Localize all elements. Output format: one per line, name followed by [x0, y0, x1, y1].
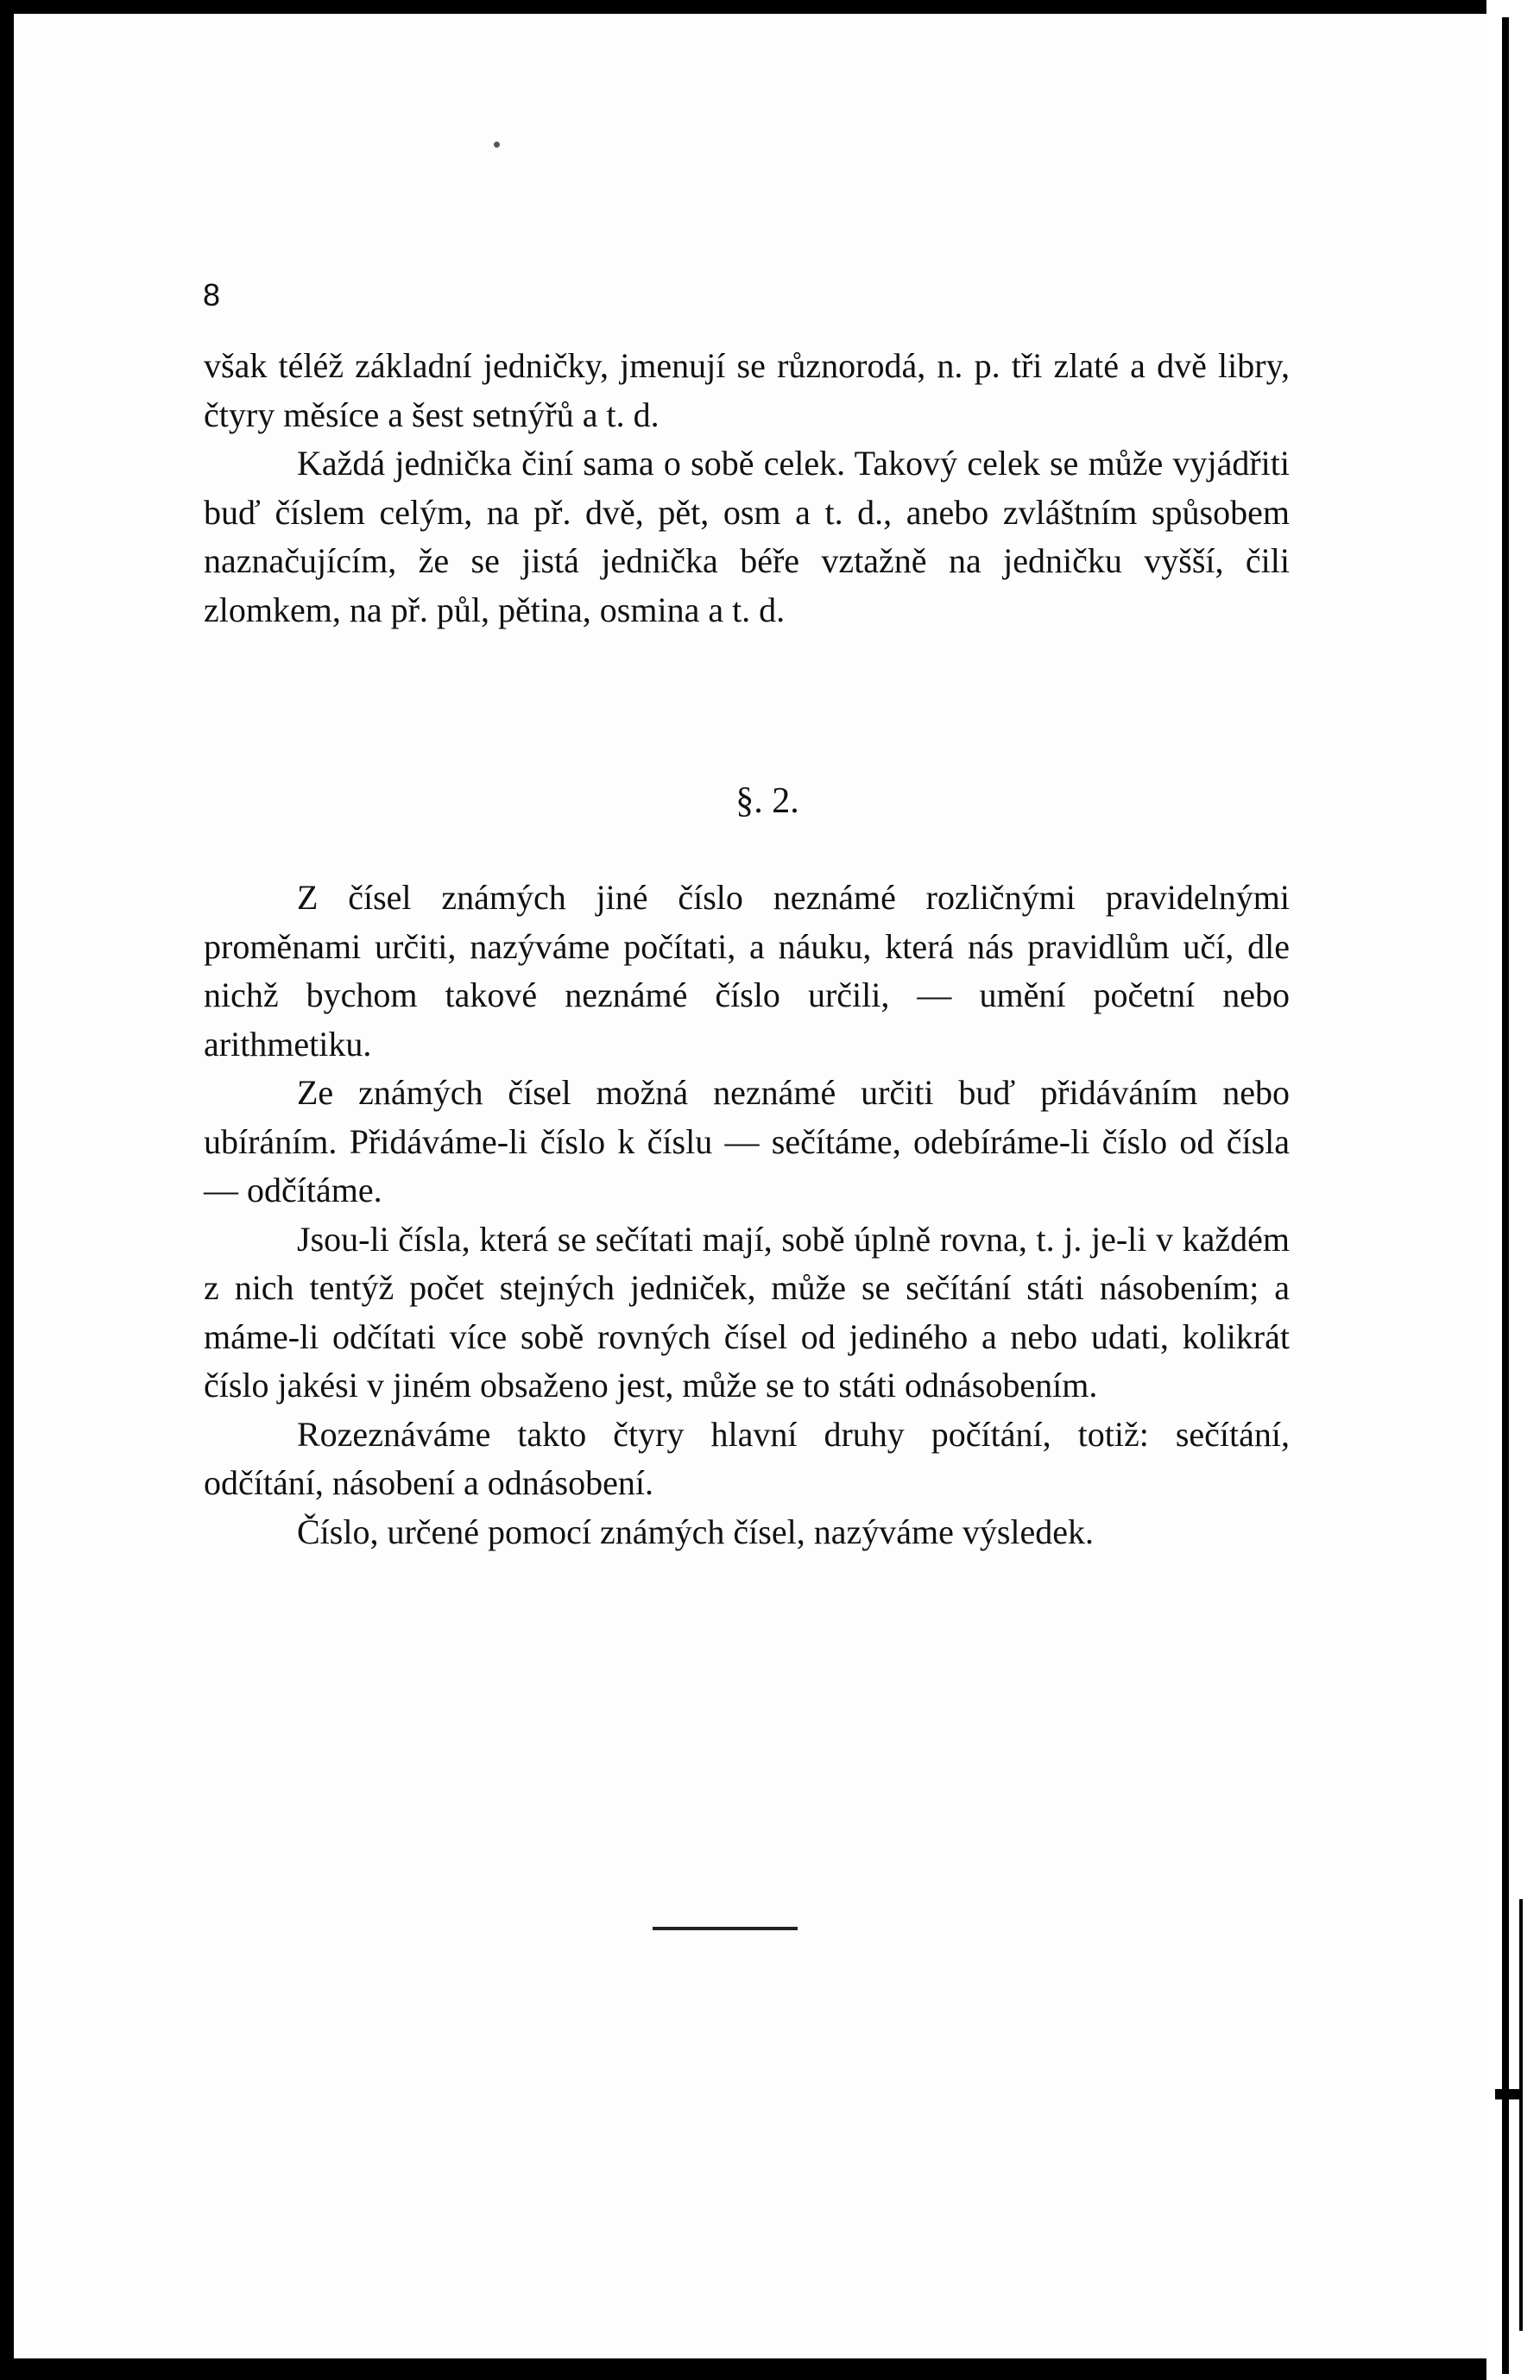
- text-block-section: [204, 874, 1290, 1556]
- scan-edge: [1486, 0, 1540, 2380]
- paragraph: však téléž základní jedničky, jmenují se různorodá, n. p. tři zlaté a dvě libry, čtyry měsíce a šest setnýřů a t. d.: [204, 346, 1290, 434]
- scan-edge-line-thin: [1519, 1899, 1523, 2331]
- paragraph: Rozeznáváme takto čtyry hlavní druhy počítání, totiž: sečítání, odčítání, násobení a odnásobení.: [204, 1414, 1290, 1502]
- paragraph: Jsou-li čísla, která se sečítati mají, sobě úplně rovna, t. j. je-li v každém z nich tentýž počet stejných jedniček, může se sečítání státi násobením; a máme-li odčítati více sobě rovných čísel od jediného a nebo udati, kolikrát číslo jakési v jiném obsaženo jest, může se to státi odnásobením.: [204, 1219, 1290, 1405]
- scan-edge-line: [1502, 17, 1509, 2374]
- book-page: [14, 14, 1486, 2358]
- paragraph: Každá jednička činí sama o sobě celek. Takový celek se může vyjádřiti buď číslem celým, na př. dvě, pět, osm a t. d., anebo zvláštním spůsobem naznačujícím, že se jistá jednička béře vztažně na jedničku vyšší, čili zlomkem, na př. půl, pětina, osmina a t. d.: [204, 444, 1290, 629]
- scan-speck: [494, 142, 500, 148]
- paragraph: Z čísel známých jiné číslo neznámé rozličnými pravidelnými proměnami určiti, nazýváme počítati, a náuku, která nás pravidlům učí, dle nichž bychom takové neznámé číslo určili, — umění početní nebo arithmetiku.: [204, 878, 1290, 1064]
- paragraph: Číslo, určené pomocí známých čísel, nazýváme výsledek.: [297, 1512, 1095, 1551]
- paragraph: Ze známých čísel možná neznámé určiti buď přidáváním nebo ubíráním. Přidáváme-li číslo k číslu — sečítáme, odebíráme-li číslo od čísla — odčítáme.: [204, 1073, 1290, 1209]
- page-number: 8: [203, 277, 221, 312]
- scan-edge-notch: [1495, 2089, 1521, 2099]
- section-heading: §. 2.: [735, 781, 799, 821]
- text-block-top: [204, 342, 1290, 634]
- end-rule: [653, 1927, 798, 1930]
